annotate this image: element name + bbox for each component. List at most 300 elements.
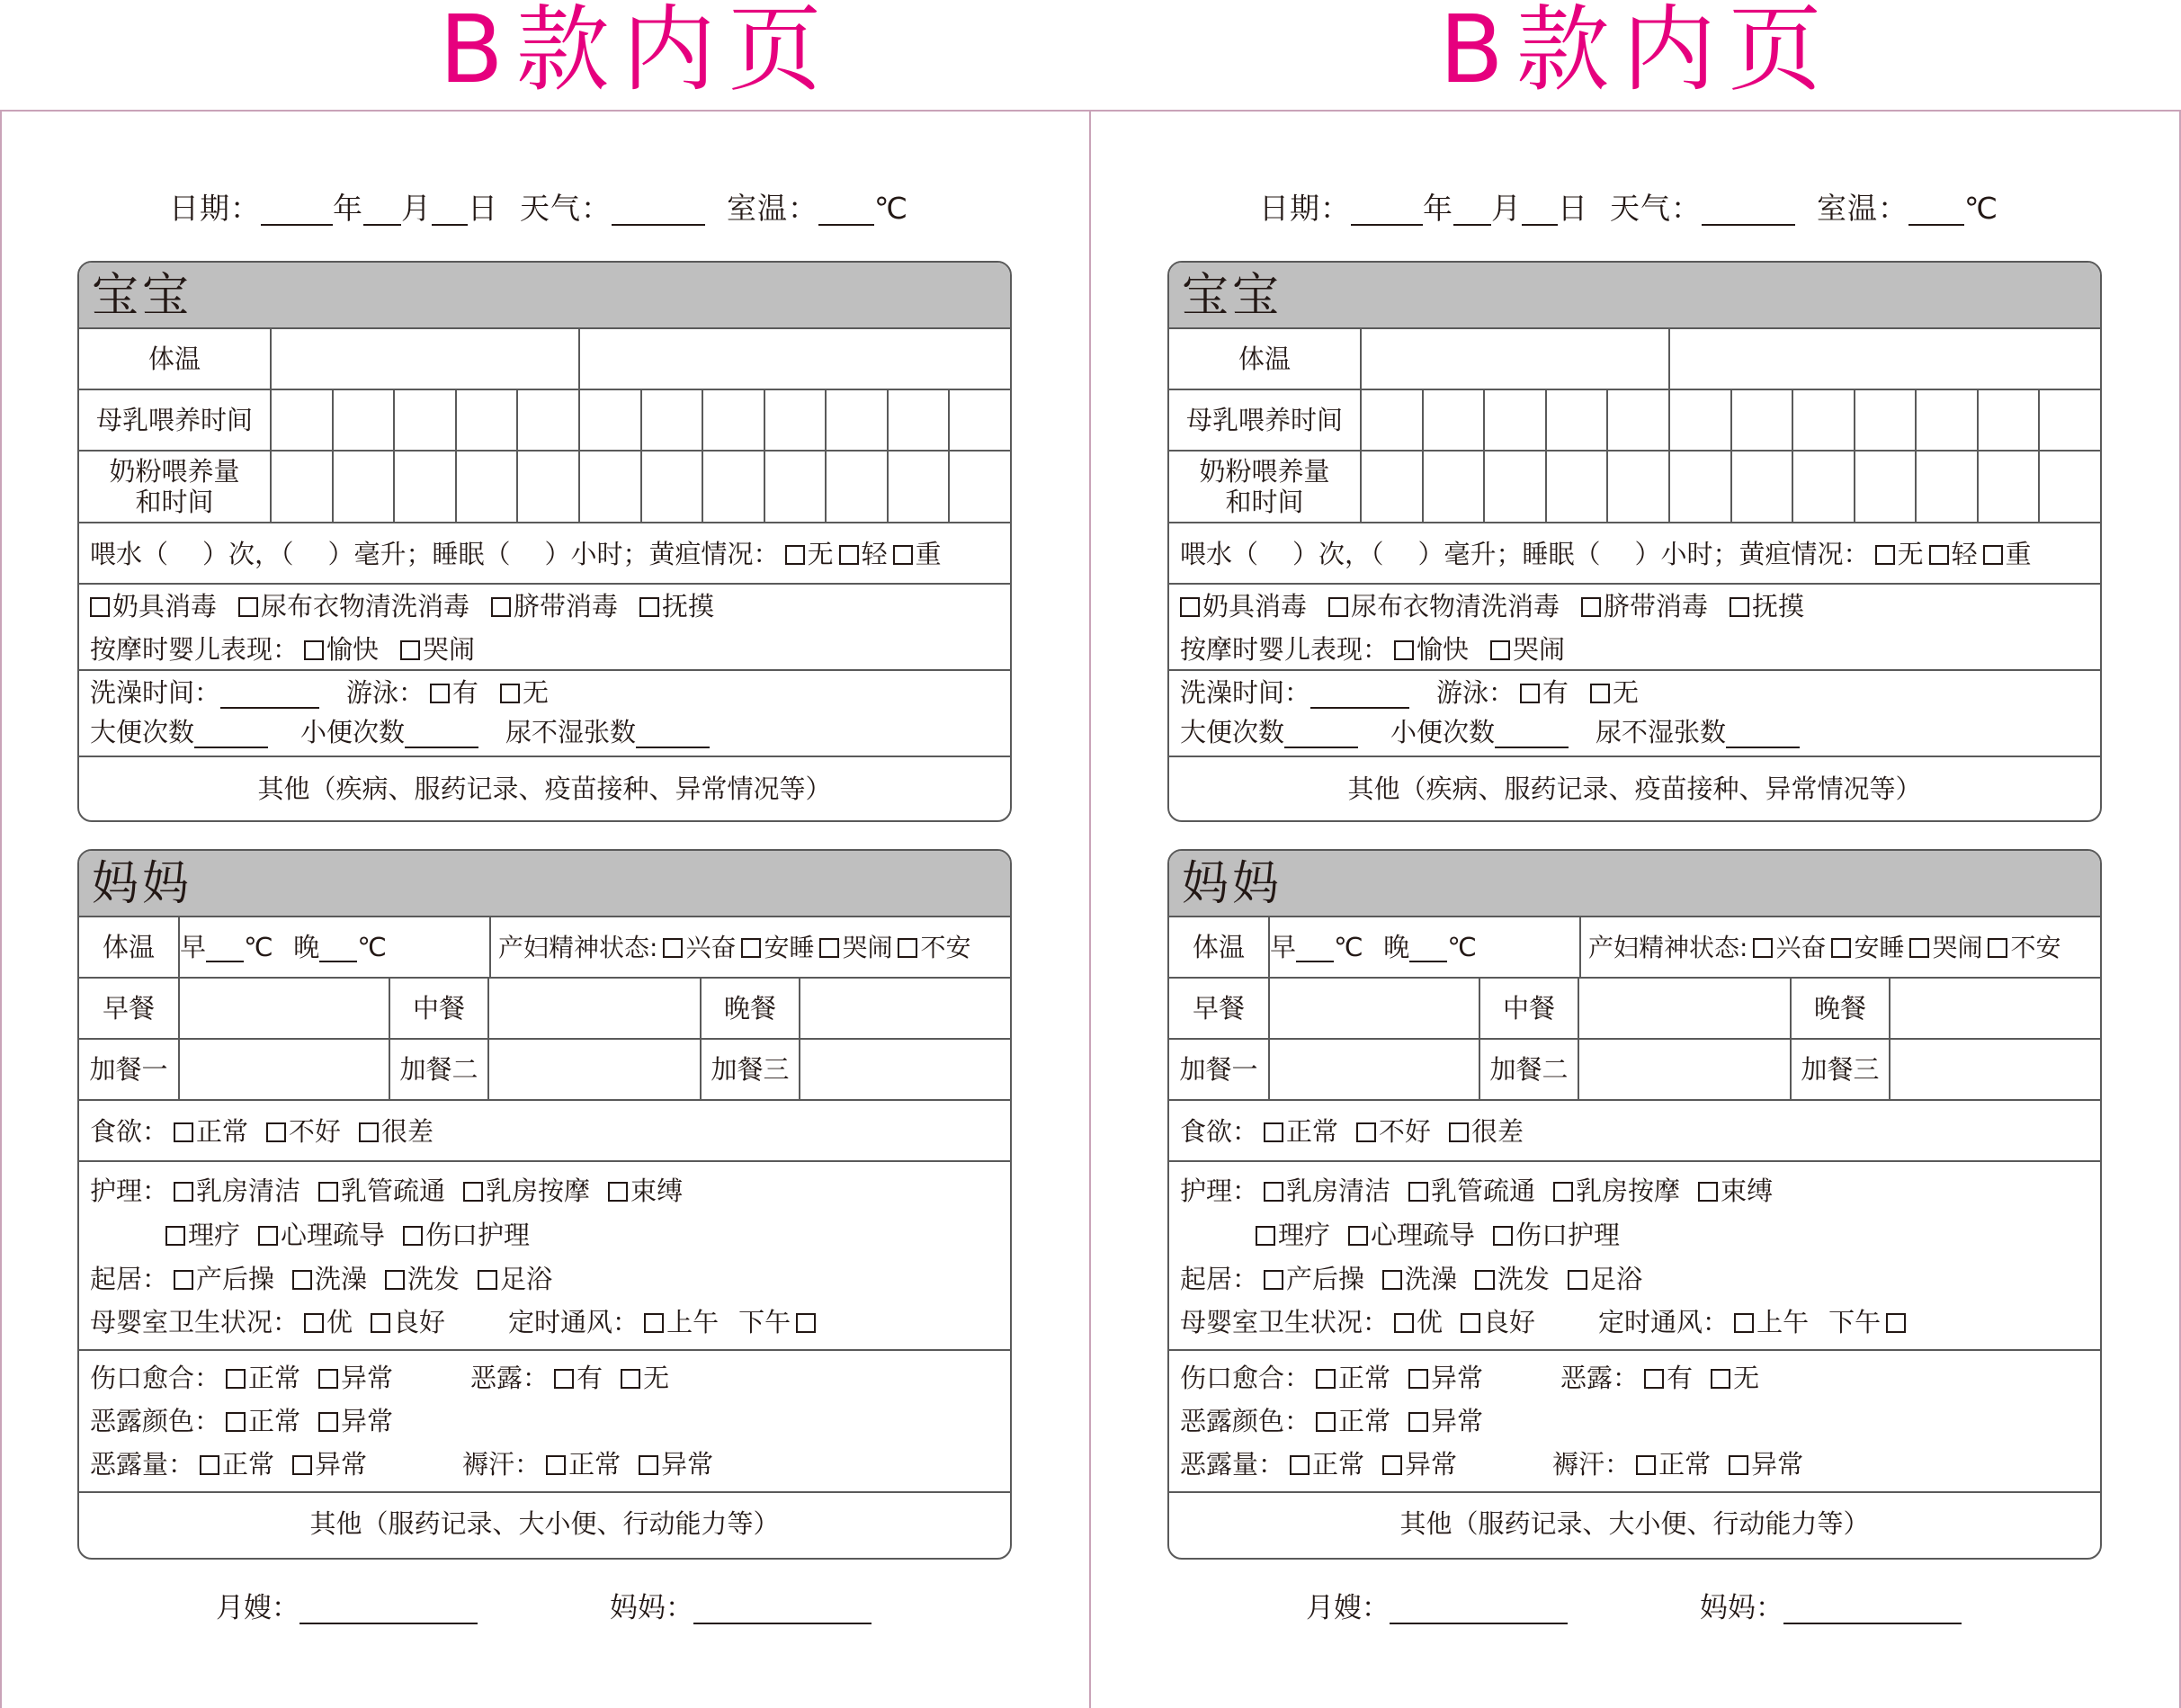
feeding-cell[interactable] (1485, 390, 1545, 450)
water-sleep-row (1169, 523, 2100, 585)
excited-checkbox[interactable] (1753, 938, 1773, 958)
hair-checkbox[interactable] (385, 1270, 405, 1290)
mom-header: 妈妈 (79, 851, 1010, 917)
snack3-label: 加餐三 (711, 1054, 790, 1085)
nanny-signature-blank[interactable] (1390, 1594, 1568, 1624)
breast-massage-checkbox[interactable] (463, 1182, 483, 1202)
evening-temp-blank[interactable] (319, 932, 357, 962)
lochia-amount-normal-checkbox[interactable] (1290, 1455, 1309, 1475)
wound-row (79, 1351, 1010, 1493)
feeding-cell[interactable] (1732, 390, 1792, 450)
snack2-cell[interactable] (489, 1040, 700, 1099)
bath-time-blank[interactable] (1310, 678, 1409, 709)
urine-count-label: 小便次数 (300, 717, 406, 747)
breastfeeding-label: 母乳喂养时间 (95, 405, 253, 435)
physio-checkbox[interactable] (1256, 1226, 1275, 1246)
sweat-label: 褥汗： (1552, 1449, 1631, 1480)
baby-temp-row (79, 329, 1010, 390)
baby-temp-cell-1[interactable] (1362, 329, 1668, 389)
urine-count-blank[interactable] (1495, 718, 1569, 748)
feeding-cell[interactable] (1732, 452, 1792, 522)
counsel-checkbox[interactable] (1348, 1226, 1368, 1246)
nanny-label: 月嫂： (1306, 1592, 1390, 1624)
bottle-disinfect-label: 奶具消毒 (112, 591, 218, 621)
weather-blank[interactable] (612, 195, 705, 226)
year-label: 年 (333, 191, 363, 226)
care-line-1 (90, 1175, 683, 1207)
crying-checkbox[interactable] (400, 640, 420, 660)
daily-label: 起居： (90, 1264, 169, 1294)
mom-crying-label: 哭闹 (842, 933, 893, 962)
feeding-cell[interactable] (765, 452, 826, 522)
swim-yes-label: 有 (452, 677, 479, 708)
lochia-color-line (90, 1405, 393, 1437)
appetite-line (1180, 1115, 1524, 1148)
restless-checkbox[interactable] (1988, 938, 2007, 958)
swim-no-label: 无 (1613, 677, 1640, 708)
hygiene-good-checkbox[interactable] (1461, 1313, 1480, 1333)
snack2-cell[interactable] (1579, 1040, 1790, 1099)
lochia-amount-abnormal-checkbox[interactable] (1382, 1455, 1402, 1475)
lochia-amount-line (90, 1448, 713, 1480)
dinner-label: 晚餐 (1813, 993, 1866, 1024)
evening-celsius: ℃ (357, 932, 387, 962)
lochia-color-normal-checkbox[interactable] (226, 1412, 246, 1432)
lochia-amount-abnormal-checkbox[interactable] (292, 1455, 312, 1475)
jaundice-heavy-checkbox[interactable] (1983, 545, 2003, 565)
feeding-cell[interactable] (1362, 452, 1422, 522)
lunch-cell[interactable] (489, 979, 700, 1038)
restless-checkbox[interactable] (898, 938, 917, 958)
baby-others-label: 其他（疾病、服药记录、疫苗接种、异常情况等） (257, 773, 832, 804)
month-blank[interactable] (363, 195, 401, 226)
day-blank[interactable] (1522, 195, 1558, 226)
month-label: 月 (401, 191, 432, 226)
wound-care-label: 伤口护理 (1515, 1220, 1621, 1250)
lunch-label: 中餐 (412, 993, 465, 1024)
snack1-label: 加餐一 (1179, 1054, 1258, 1085)
binding-label: 束缚 (630, 1176, 684, 1206)
feeding-cell[interactable] (457, 390, 517, 450)
wound-care-checkbox[interactable] (403, 1226, 423, 1246)
formula-label-line2: 和时间 (1225, 487, 1304, 517)
feeding-cell[interactable] (642, 452, 702, 522)
swim-yes-label: 有 (1542, 677, 1569, 708)
jaundice-light-checkbox[interactable] (839, 545, 859, 565)
umbilical-label: 脐带消毒 (1604, 591, 1709, 621)
page-title-left: B款内页 (439, 0, 835, 104)
happy-checkbox[interactable] (1394, 640, 1414, 660)
feeding-cell[interactable] (1917, 390, 1977, 450)
bath-time-blank[interactable] (220, 678, 319, 709)
mom-crying-label: 哭闹 (1932, 933, 1983, 962)
massage-label: 按摩时婴儿表现： (1180, 634, 1390, 665)
feeding-cell[interactable] (1608, 452, 1668, 522)
snack1-cell[interactable] (180, 1040, 389, 1099)
feeding-cell[interactable] (1547, 390, 1607, 450)
jaundice-none-checkbox[interactable] (785, 545, 805, 565)
touch-checkbox[interactable] (639, 597, 659, 617)
dinner-label: 晚餐 (723, 993, 776, 1024)
sleep-checkbox[interactable] (1831, 938, 1851, 958)
lochia-label: 恶露： (470, 1363, 550, 1393)
feeding-cell[interactable] (1362, 390, 1422, 450)
binding-checkbox[interactable] (608, 1182, 628, 1202)
jaundice-heavy-checkbox[interactable] (893, 545, 913, 565)
sleep-checkbox[interactable] (741, 938, 761, 958)
umbilical-checkbox[interactable] (1581, 597, 1601, 617)
bath-line (1180, 676, 1639, 709)
restless-label: 不安 (920, 933, 971, 962)
lochia-no-label: 无 (643, 1363, 670, 1393)
feeding-cell[interactable] (395, 390, 455, 450)
appetite-label: 食欲： (1180, 1116, 1259, 1147)
morning-temp-blank[interactable] (206, 932, 244, 962)
lochia-color-abnormal-label: 异常 (1431, 1406, 1484, 1436)
day-blank[interactable] (432, 195, 468, 226)
feeding-cell[interactable] (1917, 452, 1977, 522)
duct-clear-checkbox[interactable] (1408, 1182, 1428, 1202)
jaundice-heavy-label: 重 (915, 539, 942, 569)
formula-label (1169, 452, 1360, 522)
lochia-color-abnormal-checkbox[interactable] (1408, 1412, 1428, 1432)
feeding-cell[interactable] (642, 390, 702, 450)
morning-celsius: ℃ (1334, 932, 1363, 962)
postpartum-ex-checkbox[interactable] (174, 1270, 193, 1290)
lochia-yes-label: 有 (1667, 1363, 1694, 1393)
breakfast-label: 早餐 (1192, 993, 1245, 1024)
breastfeeding-label: 母乳喂养时间 (1185, 405, 1343, 435)
lochia-amount-normal-label: 正常 (1312, 1449, 1365, 1480)
bath-label: 洗澡 (1405, 1264, 1458, 1294)
evening-temp-blank[interactable] (1409, 932, 1447, 962)
stool-count-blank[interactable] (1284, 718, 1358, 748)
feeding-cell[interactable] (2040, 390, 2100, 450)
snack-row (1169, 1040, 2100, 1101)
feeding-cell[interactable] (1855, 452, 1916, 522)
lunch-label: 中餐 (1502, 993, 1555, 1024)
water-label: 喂水（ (90, 539, 169, 569)
crying-checkbox[interactable] (1490, 640, 1510, 660)
morning-label: 早 (180, 932, 207, 962)
bottle-disinfect-checkbox[interactable] (1180, 597, 1200, 617)
breast-massage-checkbox[interactable] (1553, 1182, 1573, 1202)
month-blank[interactable] (1453, 195, 1491, 226)
dinner-cell[interactable] (800, 979, 1010, 1038)
excited-label: 兴奋 (1775, 933, 1827, 962)
feeding-cell[interactable] (889, 452, 949, 522)
jaundice-light-label: 轻 (861, 539, 888, 569)
crying-label: 哭闹 (423, 634, 476, 665)
feeding-cell[interactable] (703, 390, 764, 450)
sweat-normal-checkbox[interactable] (546, 1455, 566, 1475)
page-title-right: B款内页 (1439, 0, 1835, 104)
diaper-clothes-checkbox[interactable] (1328, 597, 1348, 617)
feeding-cell[interactable] (272, 452, 332, 522)
ml-label: ）毫升；睡眠（ (327, 539, 511, 569)
wound-normal-checkbox[interactable] (226, 1369, 246, 1389)
feeding-cell[interactable] (1855, 390, 1916, 450)
feeding-cell[interactable] (1670, 390, 1730, 450)
swim-yes-checkbox[interactable] (1520, 684, 1540, 703)
lochia-yes-checkbox[interactable] (1644, 1369, 1664, 1389)
counsel-checkbox[interactable] (258, 1226, 278, 1246)
stool-count-blank[interactable] (194, 718, 268, 748)
duct-clear-label: 乳管疏通 (1431, 1176, 1536, 1206)
formula-label-line1: 奶粉喂养量 (109, 456, 240, 487)
mom-sign-label: 妈妈： (1700, 1592, 1783, 1624)
sleep-label: 安睡 (1854, 933, 1905, 962)
feeding-cell[interactable] (457, 452, 517, 522)
vent-label: 定时通风： (508, 1307, 639, 1337)
physio-label: 理疗 (1278, 1220, 1331, 1250)
sweat-abnormal-checkbox[interactable] (639, 1455, 658, 1475)
mom-crying-checkbox[interactable] (1909, 938, 1929, 958)
snack3-cell[interactable] (800, 1040, 1010, 1099)
feeding-cell[interactable] (518, 452, 578, 522)
appetite-row (1169, 1101, 2100, 1162)
wound-normal-label: 正常 (1338, 1363, 1391, 1393)
foot-bath-checkbox[interactable] (478, 1270, 497, 1290)
lochia-color-normal-checkbox[interactable] (1316, 1412, 1336, 1432)
feeding-cell[interactable] (1793, 390, 1854, 450)
feeding-cell[interactable] (334, 390, 394, 450)
vent-pm-checkbox[interactable] (796, 1313, 816, 1333)
feeding-cell[interactable] (334, 452, 394, 522)
wound-abnormal-checkbox[interactable] (1408, 1369, 1428, 1389)
breakfast-label: 早餐 (102, 993, 155, 1024)
nanny-signature-blank[interactable] (299, 1594, 478, 1624)
binding-checkbox[interactable] (1698, 1182, 1718, 1202)
formula-label-line1: 奶粉喂养量 (1199, 456, 1330, 487)
postpartum-ex-checkbox[interactable] (1264, 1270, 1283, 1290)
diaper-clothes-checkbox[interactable] (238, 597, 258, 617)
year-blank[interactable] (1351, 195, 1423, 226)
lochia-amount-label: 恶露量： (90, 1449, 195, 1480)
morning-temp-blank[interactable] (1296, 932, 1334, 962)
massage-label: 按摩时婴儿表现： (90, 634, 299, 665)
lochia-no-label: 无 (1733, 1363, 1760, 1393)
sweat-label: 褥汗： (462, 1449, 541, 1480)
swim-yes-checkbox[interactable] (430, 684, 450, 703)
bath-checkbox[interactable] (292, 1270, 312, 1290)
jaundice-none-checkbox[interactable] (1875, 545, 1895, 565)
feeding-cell[interactable] (1793, 452, 1854, 522)
happy-checkbox[interactable] (304, 640, 324, 660)
massage-line (90, 633, 475, 666)
appetite-not-good-checkbox[interactable] (266, 1122, 286, 1142)
lochia-no-checkbox[interactable] (1711, 1369, 1730, 1389)
appetite-normal-label: 正常 (1286, 1116, 1339, 1147)
hygiene-excellent-label: 优 (1417, 1307, 1444, 1337)
wound-line (90, 1362, 669, 1394)
formula-label-line2: 和时间 (135, 487, 214, 517)
care-row (79, 1162, 1010, 1351)
bath-row (1169, 671, 2100, 757)
feeding-cell[interactable] (827, 390, 887, 450)
vent-am-checkbox[interactable] (1734, 1313, 1754, 1333)
mom-signature (1700, 1585, 1962, 1625)
room-temp-blank[interactable] (1908, 195, 1964, 226)
postpartum-ex-label: 产后操 (196, 1264, 275, 1294)
breast-clean-checkbox[interactable] (174, 1182, 193, 1202)
feeding-cell[interactable] (765, 390, 826, 450)
feeding-cell[interactable] (2040, 452, 2100, 522)
lochia-color-label: 恶露颜色： (90, 1406, 221, 1436)
hair-checkbox[interactable] (1475, 1270, 1495, 1290)
physio-label: 理疗 (188, 1220, 241, 1250)
jaundice-light-checkbox[interactable] (1929, 545, 1949, 565)
vent-am-checkbox[interactable] (644, 1313, 664, 1333)
feeding-cell[interactable] (950, 390, 1010, 450)
lochia-yes-checkbox[interactable] (554, 1369, 574, 1389)
feeding-cell[interactable] (889, 390, 949, 450)
feeding-cell[interactable] (1547, 452, 1607, 522)
wound-heal-label: 伤口愈合： (1180, 1363, 1311, 1393)
vent-pm-checkbox[interactable] (1886, 1313, 1906, 1333)
vent-pm-label: 下午 (738, 1307, 791, 1337)
baby-temp-label: 体温 (1238, 344, 1291, 374)
bath-checkbox[interactable] (1382, 1270, 1402, 1290)
sweat-abnormal-checkbox[interactable] (1729, 1455, 1748, 1475)
feeding-cell[interactable] (1979, 452, 2039, 522)
lochia-amount-normal-label: 正常 (222, 1449, 275, 1480)
care-line-2 (1250, 1219, 1620, 1251)
urine-count-blank[interactable] (405, 718, 478, 748)
feeding-cell[interactable] (580, 452, 640, 522)
snack3-cell[interactable] (1890, 1040, 2100, 1099)
hygiene-good-label: 良好 (1483, 1307, 1536, 1337)
date-label: 日期： (169, 191, 261, 226)
wound-care-checkbox[interactable] (1493, 1226, 1513, 1246)
dinner-cell[interactable] (1890, 979, 2100, 1038)
physio-checkbox[interactable] (165, 1226, 185, 1246)
diaper-dry-blank[interactable] (636, 718, 710, 748)
appetite-very-bad-checkbox[interactable] (1449, 1122, 1469, 1142)
water-label: 喂水（ (1180, 539, 1259, 569)
mom-signature-blank[interactable] (693, 1594, 872, 1624)
excited-label: 兴奋 (685, 933, 737, 962)
stool-line (1180, 716, 1800, 748)
touch-checkbox[interactable] (1730, 597, 1749, 617)
lochia-color-normal-label: 正常 (1338, 1406, 1391, 1436)
feeding-cell[interactable] (1670, 452, 1730, 522)
appetite-normal-checkbox[interactable] (1264, 1122, 1283, 1142)
weather-label: 天气： (1610, 191, 1702, 226)
times-label: ）次，（ (1292, 539, 1384, 569)
mental-label: 产妇精神状态: (1588, 933, 1748, 962)
baby-others-row (79, 757, 1010, 817)
baby-header: 宝宝 (1169, 263, 2100, 329)
lochia-color-label: 恶露颜色： (1180, 1406, 1311, 1436)
room-temp-blank[interactable] (818, 195, 874, 226)
lochia-color-abnormal-checkbox[interactable] (318, 1412, 338, 1432)
care-label: 护理： (1180, 1176, 1259, 1206)
bottle-disinfect-label: 奶具消毒 (1202, 591, 1308, 621)
bath-time-label: 洗澡时间： (1180, 677, 1311, 708)
excited-checkbox[interactable] (663, 938, 683, 958)
mom-temp-values (180, 917, 387, 977)
mom-crying-checkbox[interactable] (819, 938, 839, 958)
hours-label: ）小时；黄疸情况： (544, 539, 780, 569)
breast-clean-checkbox[interactable] (1264, 1182, 1283, 1202)
duct-clear-checkbox[interactable] (318, 1182, 338, 1202)
feeding-cell[interactable] (950, 452, 1010, 522)
wound-care-label: 伤口护理 (425, 1220, 531, 1250)
baby-temp-cell-1[interactable] (272, 329, 578, 389)
times-label: ）次，（ (202, 539, 294, 569)
vent-label: 定时通风： (1598, 1307, 1730, 1337)
hygiene-excellent-checkbox[interactable] (304, 1313, 324, 1333)
feeding-cell[interactable] (580, 390, 640, 450)
feeding-cell[interactable] (703, 452, 764, 522)
hygiene-excellent-checkbox[interactable] (1394, 1313, 1414, 1333)
baby-temp-cell-2[interactable] (1670, 329, 2100, 389)
wound-abnormal-checkbox[interactable] (318, 1369, 338, 1389)
mom-temp-values (1270, 917, 1477, 977)
lochia-no-checkbox[interactable] (621, 1369, 640, 1389)
breakfast-cell[interactable] (180, 979, 389, 1038)
wound-normal-checkbox[interactable] (1316, 1369, 1336, 1389)
feeding-cell[interactable] (827, 452, 887, 522)
appetite-very-bad-label: 很差 (381, 1116, 434, 1147)
snack1-cell[interactable] (1270, 1040, 1479, 1099)
hair-label: 洗发 (407, 1264, 460, 1294)
water-sleep-line (90, 538, 942, 570)
lunch-cell[interactable] (1579, 979, 1790, 1038)
breakfast-cell[interactable] (1270, 979, 1479, 1038)
baby-temp-cell-2[interactable] (580, 329, 1010, 389)
feeding-cell[interactable] (1979, 390, 2039, 450)
date-label: 日期： (1259, 191, 1351, 226)
appetite-normal-checkbox[interactable] (174, 1122, 193, 1142)
swim-no-checkbox[interactable] (500, 684, 520, 703)
care-row (1169, 1162, 2100, 1351)
foot-bath-checkbox[interactable] (1568, 1270, 1587, 1290)
umbilical-checkbox[interactable] (491, 597, 511, 617)
mom-signature (610, 1585, 872, 1625)
meal-row (79, 979, 1010, 1040)
feeding-cell[interactable] (1608, 390, 1668, 450)
sweat-normal-checkbox[interactable] (1636, 1455, 1656, 1475)
feeding-cell[interactable] (272, 390, 332, 450)
feeding-cell[interactable] (1485, 452, 1545, 522)
feeding-cell[interactable] (1424, 390, 1484, 450)
weather-blank[interactable] (1702, 195, 1795, 226)
year-blank[interactable] (261, 195, 333, 226)
breastfeeding-row (1169, 390, 2100, 452)
mental-line (1588, 932, 2061, 964)
mom-signature-blank[interactable] (1783, 1594, 1962, 1624)
diaper-dry-blank[interactable] (1726, 718, 1800, 748)
feeding-cell[interactable] (1424, 452, 1484, 522)
feeding-cell[interactable] (518, 390, 578, 450)
swim-no-checkbox[interactable] (1590, 684, 1610, 703)
celsius-label: ℃ (874, 191, 909, 226)
urine-count-label: 小便次数 (1390, 717, 1496, 747)
lochia-label: 恶露： (1560, 1363, 1640, 1393)
bottle-disinfect-checkbox[interactable] (90, 597, 110, 617)
mom-section (1167, 849, 2102, 1560)
appetite-very-bad-checkbox[interactable] (359, 1122, 379, 1142)
lochia-amount-normal-checkbox[interactable] (200, 1455, 219, 1475)
appetite-normal-label: 正常 (196, 1116, 249, 1147)
feeding-cell[interactable] (395, 452, 455, 522)
appetite-not-good-checkbox[interactable] (1356, 1122, 1376, 1142)
breast-clean-label: 乳房清洁 (1286, 1176, 1391, 1206)
jaundice-heavy-label: 重 (2005, 539, 2032, 569)
hygiene-good-checkbox[interactable] (371, 1313, 390, 1333)
